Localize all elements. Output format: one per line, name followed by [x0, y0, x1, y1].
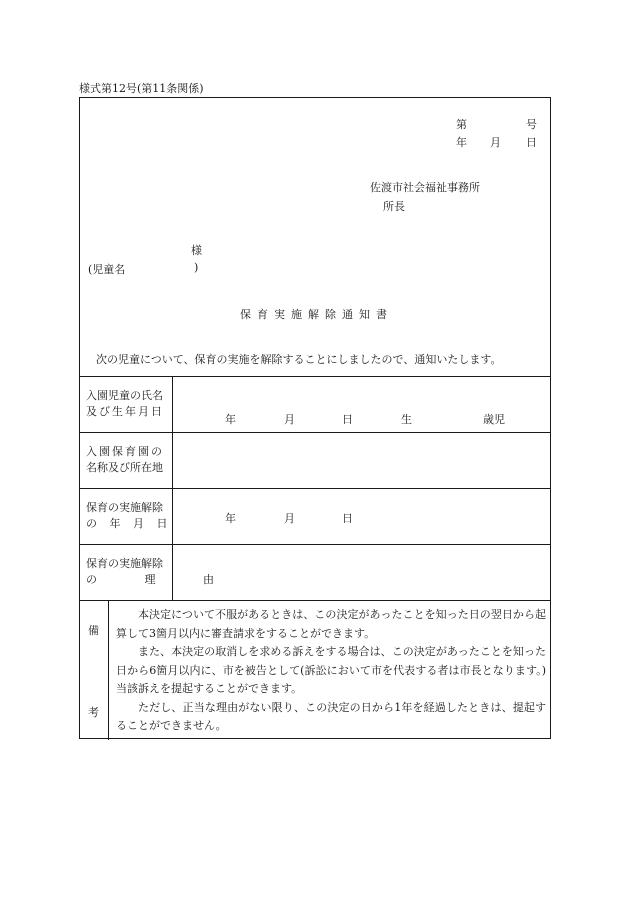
cancel-reason-row-label — [86, 556, 214, 588]
sender-title: 所長 — [383, 200, 405, 213]
cancel-month: 月 — [284, 512, 295, 525]
intro-text: 次の児童について、保育の実施を解除することにしましたので、通知いたします。 — [96, 353, 502, 366]
row-divider — [80, 432, 550, 433]
row-divider — [80, 376, 550, 377]
remarks-label-bottom: 考 — [88, 706, 99, 719]
remarks-text — [116, 606, 546, 736]
nursery-row-label-line1: 入園保育園の — [86, 445, 164, 458]
child-row-label-line2: 及び生年月日 — [86, 405, 164, 418]
row-divider — [80, 544, 550, 545]
child-name-close: ) — [194, 261, 199, 274]
cancel-year: 年 — [225, 512, 236, 525]
child-row-label — [86, 388, 164, 420]
cancel-date-label-line2: の 年 月 日 — [86, 517, 168, 530]
nursery-row-label — [86, 444, 164, 476]
child-birth-day: 日 — [342, 413, 353, 426]
nursery-row-label-line2: 名称及び所在地 — [86, 461, 163, 474]
number-suffix: 号 — [526, 118, 537, 131]
child-age-class: 歳児 — [483, 413, 505, 426]
cancel-reason-label-line1: 保育の実施解除 — [86, 557, 163, 570]
cancel-day: 日 — [342, 512, 353, 525]
remarks-label-top: 備 — [88, 624, 99, 637]
child-birth-month: 月 — [284, 413, 295, 426]
date-month: 月 — [490, 136, 501, 149]
child-birth-suffix: 生 — [401, 413, 412, 426]
sender-office: 佐渡市社会福祉事務所 — [370, 181, 480, 194]
date-year: 年 — [456, 136, 467, 149]
number-prefix: 第 — [456, 118, 467, 131]
row-divider — [80, 488, 550, 489]
child-name-open: (児童名 — [88, 263, 126, 276]
child-birth-year: 年 — [225, 413, 236, 426]
recipient-honorific: 様 — [191, 244, 202, 257]
row-divider — [80, 600, 550, 601]
remark-paragraph: ただし、正当な理由がない限り、この決定の日から1年を経過したときは、提起することができません。 — [116, 700, 546, 732]
cancel-date-row-label — [86, 500, 168, 532]
remark-paragraph: また、本決定の取消しを求める訴えをする場合は、この決定があったことを知った日から6箇月以内に、市を被告として(訴訟において市を代表する者は市長となります。)当該訴えを提起することができます。 — [116, 645, 546, 695]
remarks-column-divider — [108, 600, 109, 740]
remark-paragraph: 本決定について不服があるときは、この決定があったことを知った日の翌日から起算して3箇月以内に審査請求をすることができます。 — [116, 608, 546, 640]
document-title: 保育実施解除通知書 — [240, 308, 393, 321]
form-number-label: 様式第12号(第11条関係) — [79, 82, 204, 95]
cancel-date-label-line1: 保育の実施解除 — [86, 501, 163, 514]
child-row-label-line1: 入園児童の氏名 — [86, 389, 163, 402]
cancel-reason-label-line2: の 理 由 — [86, 573, 214, 586]
date-day: 日 — [526, 136, 537, 149]
notice-form — [79, 97, 551, 739]
